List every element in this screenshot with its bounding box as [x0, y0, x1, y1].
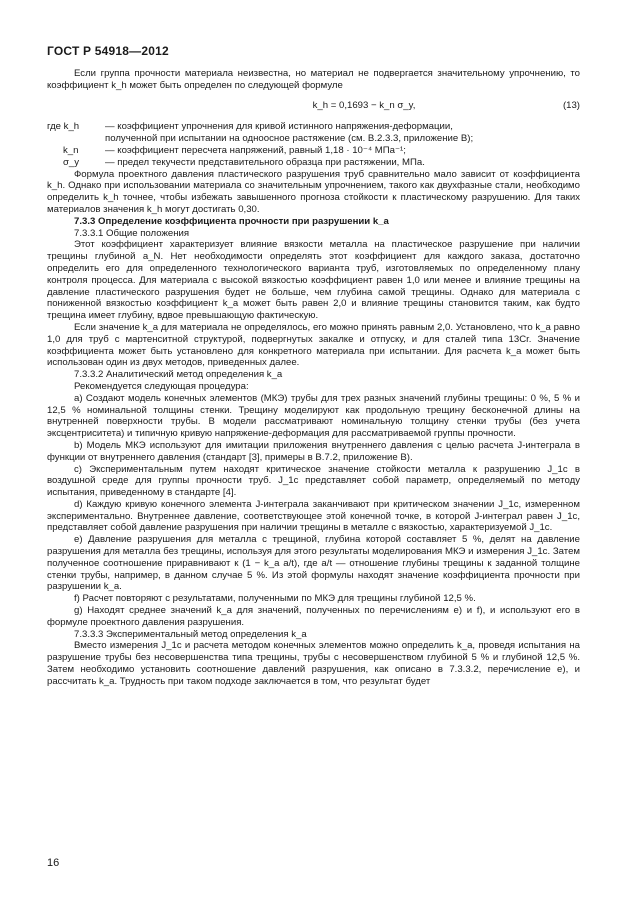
- paragraph-experimental: Вместо измерения J_1c и расчета методом конечных элементов можно определить k_a, проведя испытания на разрушение трубы без несовершенства типа трещины, трубы с несовершенством глубиной 5 % и глубиной 12,5 %. Затем необходимо установить соотношение давлений разрушения, как описано в 7.3.3.2, перечисление e), и рассчитать k_a. Трудность при таком подходе заключается в том, что результат будет: [47, 640, 580, 687]
- paragraph-procedure: Рекомендуется следующая процедура:: [74, 380, 249, 392]
- paragraph-intro: Если группа прочности материала неизвестна, но материал не подвергается значительному упрочнению, то коэффициент k_h может быть определен по следующей формуле: [47, 68, 580, 91]
- list-item-d: d) Каждую кривую конечного элемента J-интеграла заканчивают при критическом значении J_1c, измеренном экспериментально. Внутреннее давление, соответствующее этой конечной точке, в которой J-интеграл равен J_1c, представляет собой давление разрушения при наличии трещины в металле с вязкостью, характеризуемой J_1c.: [47, 498, 580, 534]
- list-item-a: a) Создают модель конечных элементов (МКЭ) трубы для трех разных значений глубины трещины: 0 %, 5 % и 12,5 % номинальной толщины стенки. Трещину моделируют как продольную трещину бесконечной длины на внутренней поверхности трубы. В модели рассматривают номинальную толщину стенки трубы (без учета эксцентриситета) и типичную кривую напряжение-деформация для рассматриваемой группы прочности.: [47, 392, 580, 440]
- definition-kh: [47, 121, 580, 133]
- list-item-c: c) Экспериментальным путем находят критическое значение стойкости металла к разрушению J_1c в воздушной среде для группы прочности труб. J_1c представляет собой параметр, определяемый по методу испытания, приведенному в стандарте [4].: [47, 463, 580, 499]
- definition-symbol: где k_h: [47, 121, 80, 133]
- definition-kh-cont: [47, 133, 580, 145]
- definition-kn: [47, 145, 580, 157]
- equation-13: [47, 100, 580, 112]
- paragraph-kh-note: Формула проектного давления пластического разрушения труб сравнительно мало зависит от коэффициента k_h. Однако при использовании материала со значительным упрочнением, такого как двухфазные стали, необходимо определить k_h точнее, чтобы избежать завышенного прогноза стойкости к пластическому разрушению. Для таких материалов значения k_h могут достигать 0,30.: [47, 168, 580, 215]
- subsection-heading-7-3-3-3: 7.3.3.3 Экспериментальный метод определения k_a: [74, 628, 307, 640]
- definition-text: — предел текучести представительного образца при растяжении, МПа.: [105, 156, 425, 168]
- definition-text: — коэффициент упрочнения для кривой истинного напряжения-деформации,: [105, 121, 453, 133]
- definition-symbol: σ_y: [63, 156, 80, 168]
- subsection-heading-7-3-3-1: 7.3.3.1 Общие положения: [74, 227, 190, 239]
- paragraph-default-ka: Если значение k_a для материала не определялось, его можно принять равным 2,0. Установлено, что k_a равно 1,0 для труб с мартенситной структурой, подвергнутых закалке и отпуску, и для сталей типа 13Cr. Значение коэффициента может быть установлено для конкретного материала при испытании. Для расчета k_a может быть использован один из двух методов, приведенных далее.: [47, 321, 580, 369]
- subsection-heading-7-3-3-2: 7.3.3.2 Аналитический метод определения k_a: [74, 369, 283, 381]
- definition-symbol: [47, 133, 105, 145]
- definition-text: — коэффициент пересчета напряжений, равный 1,18 · 10⁻⁴ МПа⁻¹;: [105, 144, 406, 156]
- page-number: 16: [47, 857, 60, 869]
- equation-formula: k_h = 0,1693 − k_n σ_y,: [312, 99, 416, 111]
- definition-sigma: [47, 157, 580, 169]
- list-item-e: e) Давление разрушения для металла с трещиной, глубина которой составляет 5 %, делят на давление разрушения для металла без трещины, используя для этого результаты моделирования МКЭ и измерения J_1c. Затем полученное соотношение приравнивают к (1 − k_a a/t), где a/t — отношение глубины трещины к заданной толщине стенки трубы, например, в данном случае 5 %. Из этой формулы находят значение коэффициента прочности при разрушении k_a.: [47, 534, 580, 593]
- list-item-g: g) Находят среднее значений k_a для значений, полученных по перечислениям e) и f), и используют его в формуле проектного давления разрушения.: [47, 605, 580, 628]
- list-item-f: f) Расчет повторяют с результатами, полученными по МКЭ для трещины глубиной 12,5 %.: [74, 593, 476, 605]
- paragraph-general: Этот коэффициент характеризует влияние вязкости металла на пластическое разрушение при наличии трещины глубиной a_N. Нет необходимости определять этот коэффициент для каждого заказа, достаточно определить его для определенного технологического варианта труб, изготовляемых по определенному плану контроля процесса. Для материала с высокой вязкостью коэффициент равен 1,0 или менее и влияние трещины на давление пластического разрушения будет не больше, чем глубина самой трещины. Однако для материала с пониженной вязкостью коэффициент k_a может быть равен 2,0 и влияние трещины становится таким, как будто трещина имеет глубину, вдвое превышающую фактическую.: [47, 239, 580, 322]
- list-item-b: b) Модель МКЭ используют для имитации приложения внутреннего давления с целью расчета J-интеграла в функции от внутреннего давления (стандарт [3], примеры в В.7.2, приложение В).: [47, 439, 580, 463]
- section-heading-7-3-3: 7.3.3 Определение коэффициента прочности при разрушении k_a: [74, 215, 389, 227]
- document-header: ГОСТ Р 54918—2012: [47, 44, 169, 58]
- document-body: [47, 68, 580, 688]
- definition-symbol: k_n: [63, 144, 79, 156]
- equation-number: (13): [562, 99, 580, 111]
- definition-text: полученной при испытании на одноосное растяжение (см. В.2.3.3, приложение В);: [105, 133, 474, 145]
